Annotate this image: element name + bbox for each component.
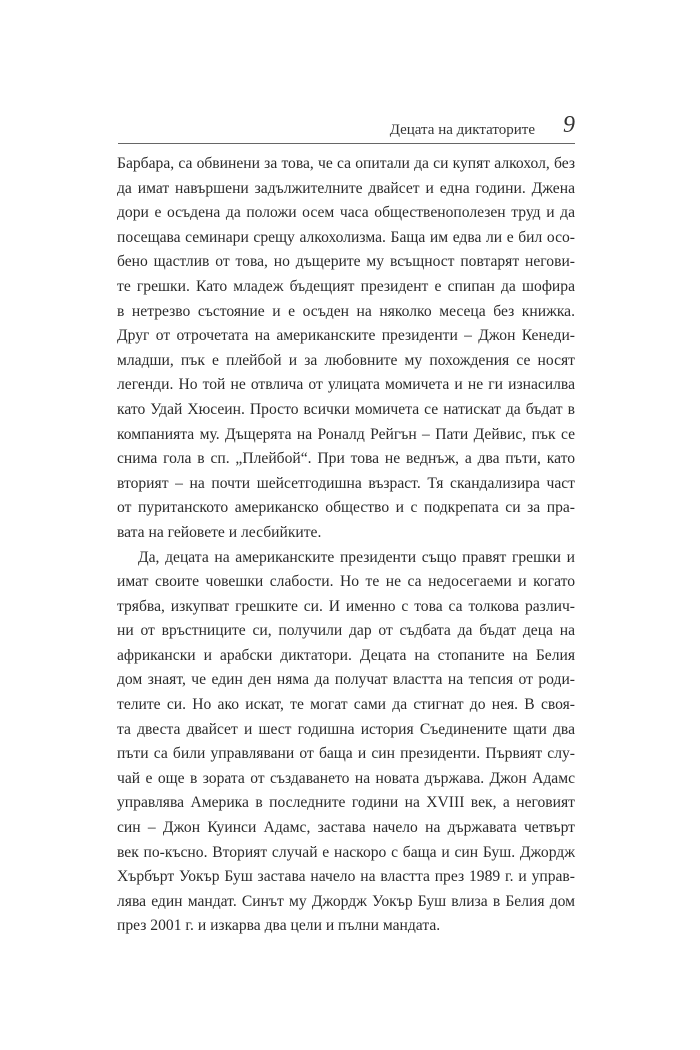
text-line: чай е още в зората от създаването на новата държава. Джон Адамс [117, 769, 575, 787]
text-line: телите си. Но ако искат, те могат сами да стигнат до нея. В своя- [117, 696, 575, 714]
text-line: пъти са били управлявани от баща и син президенти. Първият слу- [117, 745, 575, 763]
text-line: дом знаят, че един ден няма да получат властта на тепсия от роди- [117, 671, 575, 689]
text-line: Барбара, са обвинени за това, че са опитали да си купят алкохол, без [117, 155, 575, 172]
text-line: Друг от отрочетата на американските президенти – Джон Кенеди- [117, 327, 575, 345]
text-line: от пуританското американско общество и с подкрепата си за пра- [117, 499, 575, 517]
text-line: имат своите човешки слабости. Но те не са недосегаеми и когато [117, 573, 575, 591]
text-line: да имат навършени задължителните двайсет и една години. Джена [117, 179, 575, 197]
text-line: бено щастлив от това, но дъщерите му всъщност повтарят негови- [117, 253, 575, 271]
text-line: ни от връстниците си, получили дар от съдбата да бъдат деца на [117, 622, 575, 640]
text-line: век по-късно. Вторият случай е наскоро с баща и син Буш. Джордж [117, 843, 575, 861]
text-line: африкански и арабски диктатори. Децата на стопаните на Белия [117, 646, 575, 664]
text-line: посещава семинари срещу алкохолизма. Баща им едва ли е бил осо- [117, 228, 575, 246]
text-line: Да, децата на американските президенти също правят грешки и [138, 548, 575, 566]
text-line: вторият – на почти шейсетгодишна възраст. Тя скандализира част [117, 474, 575, 492]
text-line: като Удай Хюсеин. Просто всички момичета се натискат да бъдат в [117, 400, 575, 418]
text-line: дори е осъдена да положи осем часа общественополезен труд и да [117, 204, 575, 222]
header-rule [118, 143, 575, 144]
paragraph [117, 546, 575, 940]
text-line: те грешки. Като младеж бъдещият президент е спипан да шофира [117, 277, 575, 295]
body-text [117, 152, 575, 939]
page-number: 9 [563, 112, 575, 138]
text-line: в нетрезво състояние и е осъден на няколко месеца без книжка. [117, 302, 575, 320]
paragraph [117, 152, 575, 546]
running-header [118, 112, 575, 142]
text-line: трябва, изкупват грешките си. И именно с това са толкова различ- [117, 597, 575, 615]
running-title: Децата на диктаторите [389, 122, 535, 138]
text-line: компанията му. Дъщерята на Роналд Рейгън – Пати Дейвис, пък се [117, 425, 575, 443]
text-line: легенди. Но той не отвлича от улицата момичета и не ги изнасилва [117, 376, 575, 394]
text-line: снима гола в сп. „Плейбой“. При това не веднъж, а два пъти, като [117, 450, 575, 468]
text-line: Хърбърт Уокър Буш застава начело на властта през 1989 г. и управ- [117, 868, 575, 886]
text-line: син – Джон Куинси Адамс, застава начело на държавата четвърт [117, 819, 575, 837]
text-line: управлява Америка в последните години на XVIII век, а неговият [117, 794, 575, 812]
text-line: та двеста двайсет и шест годишна история Съединените щати два [117, 720, 575, 738]
text-line: лява един мандат. Синът му Джордж Уокър Буш влиза в Белия дом [117, 892, 575, 910]
text-line: през 2001 г. и изкарва два цели и пълни мандата. [117, 917, 441, 935]
text-line: вата на гейовете и лесбийките. [117, 523, 322, 541]
text-line: младши, пък е плейбой и за любовните му похождения се носят [117, 351, 575, 369]
